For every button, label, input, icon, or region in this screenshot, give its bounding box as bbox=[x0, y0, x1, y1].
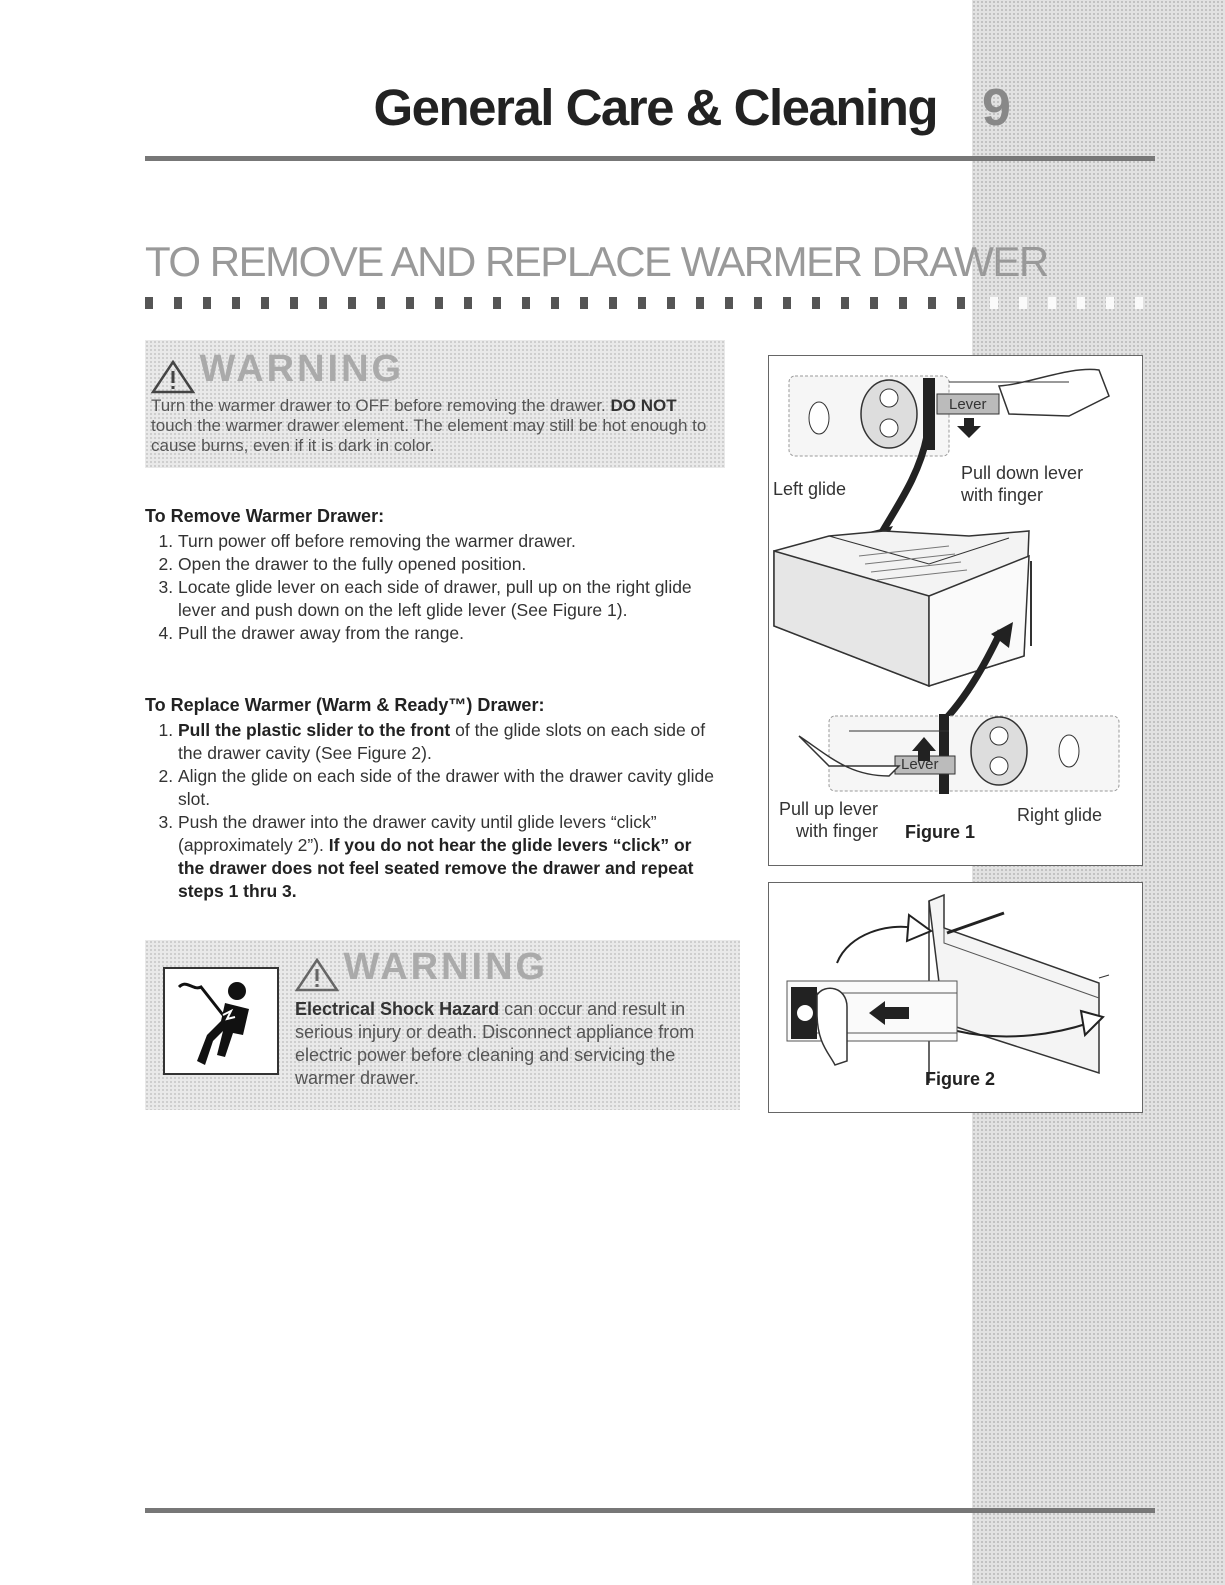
figure-2-caption: Figure 2 bbox=[925, 1069, 996, 1089]
list-item: 1. Pull the plastic slider to the front of the glide slots on each side of the drawer cavity (See Figure 2). bbox=[178, 719, 715, 765]
figure-1-illustration bbox=[769, 356, 1142, 865]
warning-box-bottom bbox=[145, 940, 740, 1110]
list-item: 1. Turn power off before removing the warmer drawer. bbox=[178, 530, 715, 553]
replace-heading: To Replace Warmer (Warm & Ready™) Drawer: bbox=[145, 695, 545, 715]
remove-instructions bbox=[145, 505, 715, 645]
figure-1 bbox=[768, 355, 1143, 866]
list-item: 2. Align the glide on each side of the drawer with the drawer cavity glide slot. bbox=[178, 765, 715, 811]
page-number: 9 bbox=[982, 79, 1011, 137]
electric-shock-icon bbox=[165, 969, 277, 1073]
replace-instructions bbox=[145, 694, 715, 903]
figure-2 bbox=[768, 882, 1143, 1113]
list-item: 2. Open the drawer to the fully opened position. bbox=[178, 553, 715, 576]
section-heading: TO REMOVE AND REPLACE WARMER DRAWER bbox=[145, 238, 1048, 285]
list-item: 3. Locate glide lever on each side of drawer, pull up on the right glide lever and push down on the left glide lever (See Figure 1). bbox=[178, 576, 715, 622]
page-title: General Care & Cleaning bbox=[373, 79, 937, 136]
figure-1-lever-label-top: Lever bbox=[949, 396, 987, 413]
warning-title-top: WARNING bbox=[151, 348, 404, 394]
warning-text-bottom: Electrical Shock Hazard can occur and result in serious injury or death. Disconnect appliance from electric power before cleaning and servicing the warmer drawer. bbox=[295, 999, 695, 1088]
warning-triangle-icon bbox=[295, 958, 339, 992]
figure-1-caption: Figure 1 bbox=[905, 822, 976, 842]
warning-title-bottom: WARNING bbox=[295, 946, 548, 992]
remove-heading: To Remove Warmer Drawer: bbox=[145, 506, 385, 526]
remove-steps bbox=[145, 530, 715, 645]
figure-1-lever-label-bottom: Lever bbox=[901, 756, 939, 773]
right-glide-label: Right glide bbox=[1017, 805, 1103, 825]
pull-up-label: Pull up lever with finger bbox=[779, 799, 879, 841]
shock-hazard-symbol bbox=[163, 967, 279, 1075]
left-glide-label: Left glide bbox=[773, 479, 847, 499]
bottom-rule bbox=[145, 1508, 1155, 1513]
replace-steps bbox=[145, 719, 715, 903]
pull-down-label: Pull down lever with finger bbox=[961, 463, 1084, 505]
list-item: 4. Pull the drawer away from the range. bbox=[178, 622, 715, 645]
warning-text-top: Turn the warmer drawer to OFF before removing the drawer. DO NOT touch the warmer drawer element. The element may still be hot enough to cause burns, even if it is dark in color. bbox=[151, 396, 707, 455]
dot-divider bbox=[145, 297, 975, 309]
warning-box-top bbox=[145, 340, 725, 468]
warning-triangle-icon bbox=[151, 360, 195, 394]
list-item: 3. Push the drawer into the drawer cavity until glide levers “click” (approximately 2”). If you do not hear the glide levers “click” or the drawer does not feel seated remove the drawer and repeat steps 1 thru 3. bbox=[178, 811, 715, 903]
top-rule bbox=[145, 156, 1155, 161]
dot-divider-light bbox=[990, 297, 1150, 309]
